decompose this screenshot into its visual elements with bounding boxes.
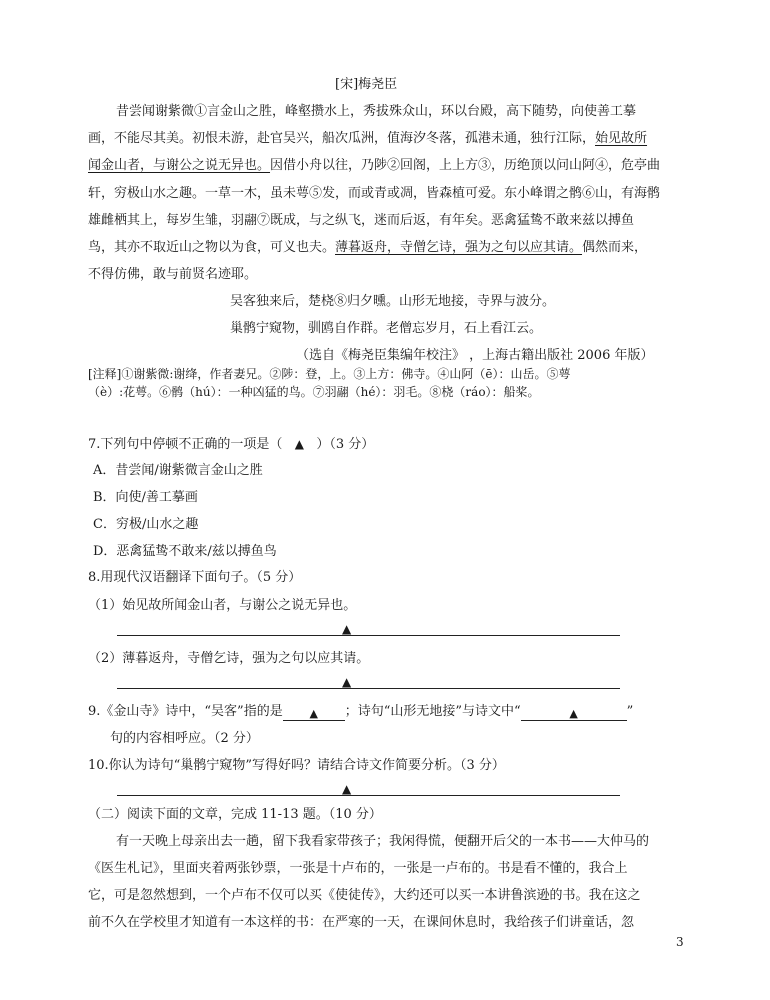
q9-text: ；诗句“山形无地接”与诗文中“ xyxy=(344,704,521,719)
passage-line-3 xyxy=(88,158,660,174)
q9-stem xyxy=(88,704,633,721)
answer-blank: ▲ xyxy=(283,707,345,721)
underlined-sentence-1-end: 闻金山者，与谢公之说无异也。 xyxy=(88,158,271,173)
q8-stem: 8.用现代汉语翻译下面句子。（5 分） xyxy=(88,570,302,585)
q7-option-a: A．昔尝闻/谢紫微言金山之胜 xyxy=(93,463,263,478)
section-heading: （二）阅读下面的文章，完成 11-13 题。（10 分） xyxy=(88,807,382,822)
passage-line-5: 雄雌栖其上，每岁生雏，羽翮⑦既成，与之纵飞，迷而后返，有年矣。恶禽猛鸷不敢来兹以搏鱼 xyxy=(88,213,635,228)
q7-score: ）（3 分） xyxy=(316,437,375,452)
poem-author: [宋]梅尧臣 xyxy=(335,77,398,92)
essay-line-3: 它，可是忽然想到，一个卢布不仅可以买《使徒传》，大约还可以买一本讲鲁滨逊的书。我在这之 xyxy=(88,888,641,903)
notes-line-1: [注释]①谢紫微:谢绛，作者妻兄。②陟：登，上。③上方：佛寺。④山阿（ē）：山岳。⑤萼 xyxy=(88,367,571,381)
answer-line xyxy=(117,795,620,796)
q7-stem-text: 7.下列句中停顿不正确的一项是（ xyxy=(88,437,283,452)
q9-text: ” xyxy=(626,704,634,719)
passage-text: 因借小舟以往，乃陟②回阁，上上方③，历绝顶以问山阿④，危亭曲 xyxy=(270,158,661,173)
passage-text: 鸟，其亦不取近山之物以为食，可义也夫。 xyxy=(88,240,336,255)
answer-marker: ▲ xyxy=(342,622,352,636)
passage-line-6 xyxy=(88,240,647,256)
answer-blank: ▲ xyxy=(521,707,627,721)
answer-line xyxy=(117,635,620,636)
passage-line-7: 不得仿佛，敢与前贤名迹耶。 xyxy=(88,267,258,282)
q8-sentence-2: （2）薄暮返舟，寺僧乞诗，强为之句以应其请。 xyxy=(88,651,370,666)
answer-marker: ▲ xyxy=(294,437,305,451)
q7-option-d: D．恶禽猛鸷不敢来/兹以搏鱼鸟 xyxy=(93,544,277,559)
passage-line-1: 昔尝闻谢紫微①言金山之胜，峰壑攒水上，秀拔殊众山，环以台殿，高下随势，向使善工摹 xyxy=(116,104,637,119)
passage-line-2 xyxy=(88,131,647,147)
q7-stem xyxy=(88,436,374,453)
poem-verse-2: 巢鹘宁窥物，驯鸥自作群。老僧忘岁月，石上看江云。 xyxy=(230,321,543,336)
page-number: 3 xyxy=(676,935,684,949)
notes-line-2: （è）:花萼。⑥鹘（hú）：一种凶猛的鸟。⑦羽翮（hé）：羽毛。⑧桡（ráo）：船桨。 xyxy=(88,385,540,399)
q7-option-c: C．穷极/山水之趣 xyxy=(93,517,199,532)
poem-verse-1: 吴客独来后，楚桡⑧归夕曛。山形无地接，寺界与波分。 xyxy=(230,294,556,309)
answer-line xyxy=(117,688,620,689)
essay-line-1: 有一天晚上母亲出去一趟，留下我看家带孩子；我闲得慌，便翻开后父的一本书——大仲马的 xyxy=(116,834,650,849)
q8-sentence-1: （1）始见故所闻金山者，与谢公之说无异也。 xyxy=(88,598,357,613)
source-citation: （选自《梅尧臣集编年校注》 ，上海古籍出版社 2006 年版） xyxy=(296,348,654,363)
underlined-sentence-1: 始见故所 xyxy=(595,131,648,146)
answer-marker: ▲ xyxy=(342,782,352,796)
underlined-sentence-2: 薄暮返舟，寺僧乞诗，强为之句以应其请。 xyxy=(335,240,583,255)
essay-line-2: 《医生札记》，里面夹着两张钞票，一张是十卢布的，一张是一卢布的。书是看不懂的，我合上 xyxy=(88,861,628,876)
passage-line-4: 轩，穷极山水之趣。一草一木，虽未萼⑤发，而或青或凋，皆森植可爱。东小峰谓之鹘⑥山，有海鹘 xyxy=(88,186,661,201)
answer-marker: ▲ xyxy=(342,675,352,689)
essay-line-4: 前不久在学校里才知道有一本这样的书：在严寒的一天，在课间休息时，我给孩子们讲童话，忽 xyxy=(88,915,635,930)
q9-text: 9.《金山寺》诗中，“吴客”指的是 xyxy=(88,704,283,719)
q10-stem: 10.你认为诗句“巢鹘宁窥物”写得好吗？请结合诗文作简要分析。（3 分） xyxy=(88,758,505,773)
q9-stem-cont: 句的内容相呼应。（2 分） xyxy=(110,731,259,746)
passage-text: 画，不能尽其美。初恨未游，赴官吴兴，船次瓜洲，值海汐冬落，孤港未通，独行江际， xyxy=(88,131,596,146)
passage-text: 偶然而来， xyxy=(582,240,648,255)
q7-option-b: B．向使/善工摹画 xyxy=(93,490,198,505)
